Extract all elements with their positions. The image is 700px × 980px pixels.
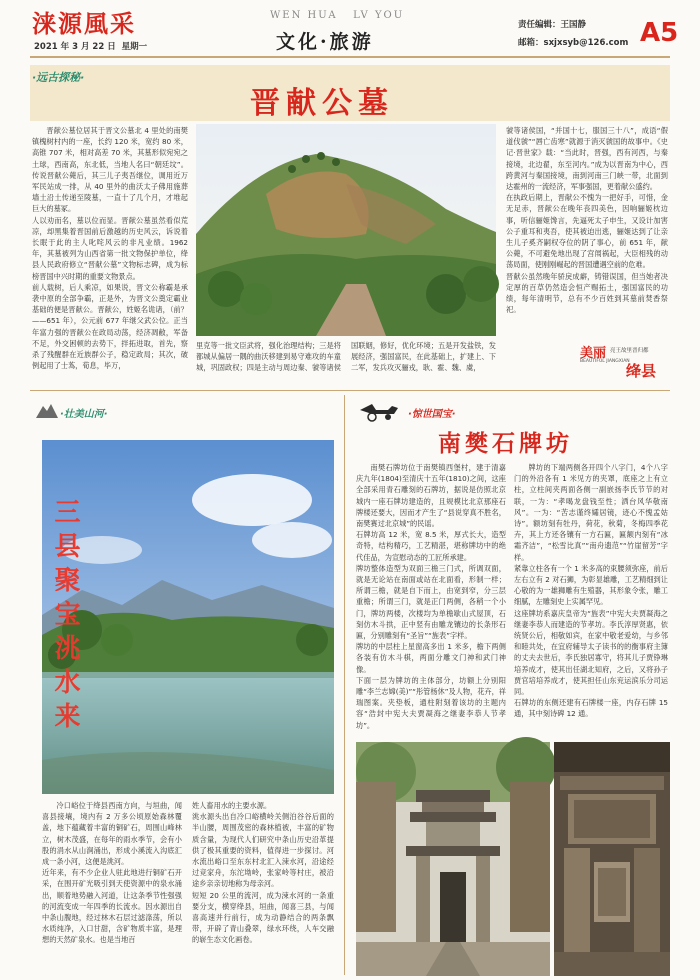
top-article-col2 <box>196 340 496 384</box>
column-divider <box>344 395 345 975</box>
right-tag-icon <box>358 400 406 422</box>
right-article-col2 <box>514 462 668 734</box>
ox-cart-icon <box>358 400 406 422</box>
paper-name: 涞源風采 <box>32 9 136 38</box>
county-byline <box>580 342 672 386</box>
mountain-icon <box>36 402 58 418</box>
email-address[interactable]: sxjxsyb@126.com <box>543 38 629 48</box>
river-illustration <box>42 440 334 794</box>
email-line <box>518 36 628 48</box>
pillar-illustration <box>554 742 670 976</box>
stone-archway-photo <box>356 742 550 976</box>
left-article-col1-text: 冷口峪位于绛县西南方向，与垣曲，闻喜县接壤，境内有 2 万多公顷原始森林覆盖，地下蕴藏着丰富的铜矿石，周围山峰林立，树木茂盛，在每年的雨水季节，会有小股的涓水从山涧涌出，形成小溪流入沟底汇成一条小河，这便是洮河。 近年来，有不少企业人驻此地进行铜矿石开采，在围开矿光吸引到天使资源中的泉水涌出，顺着地势融入河道，让这条季节性强强的河流变成一年四季的长流水。因水源出自中条山腹地，经过林木石层过滤涤荡，所以水质纯净，入口甘甜，含矿物质丰富，是理想的天然矿泉水。也是当地百 <box>42 801 182 945</box>
left-tag-icon <box>36 402 58 418</box>
left-article-col2-text: 姓人畜用水的主要水源。 洮水源头出自冷口峪横岭关侧泊谷谷后面的半山腰，周围茂密的森林植被，丰富的矿物质含量，为现代人们研究中条山历史沿革提供了极其重要的资料，值得进一步探讨。河水流出峪口至东东村北汇入涑水河，沿途经过竞家舟，东沱坳岭，张家岭等村庄，被沿途乡亲亲切地称为母亲河。 短短 20 公里的流河，成为涑水河的一条重要分支，横穿绛县，垣曲，闻喜三县，与闻喜高速并行前行，成为动静结合的两条飘带，开辟了青山叠翠，绿水环绕，人车交融的崭生态文化画卷。 <box>192 801 334 945</box>
editor-label: 责任编辑： <box>518 20 561 30</box>
issue-weekday: 星期一 <box>121 42 148 52</box>
right-article-col2-text: 牌坊的下端两侧各开四个八字门，4个八字门的外沿各有 1 米见方的夹罩，底座之上有立柱，立柱间夹两面各侧一副嵌扬李氏节节的对联，一为：“孝喝龙盘钱至性；洒台风华敬南风”。一为：“苦志谨终孀居镜，迹心不愧孟姑诗”。额坊刻有牡丹，荷花，秋菊，冬梅四季花卉，其上方还各镶有一方石匾，匾额内刻有“冰霜齐洁”，“松雪比真”“南舟遗范”“竹崖留芳”字样。 紧靠立柱各有一个 1 米多高的束腰须弥座，前后左右立有 2 对石狮，为彰显雄雕，工艺精细到让心敬的为一雄狮雕有生殖器，其形象令张，雕工细腻，左雕刻史上实属罕见。 这座牌坊系嘉庆皇帝为“旌表”中宪大夫贾凝海之继妻李恭人而建造的节孝坊。李氏淳厚贤惠，依统贤公后，相敬如宾，在家中敬老爱幼，与乡邻和睦共处，在宜府辅导太子读书的的衡事府主簿的丈夫去世后，李氏独居寡守，将其儿子贾铮琳培养成才，使其出任湖北知府，之后，又将孙子贾官培培养成才，使其担任山东兖运滨乐分司运同。 石牌坊的东侧还建有石牌楼一座，内存石牌 15 通，其中刻诗碑 12 通。 <box>514 463 668 719</box>
tomb-hill-photo <box>196 124 496 336</box>
left-tag: ·壮美山河· <box>60 409 108 420</box>
top-article-col1 <box>32 125 188 371</box>
tomb-hill-illustration <box>196 124 496 336</box>
river-photo <box>42 440 334 794</box>
right-headline: 南樊石牌坊 <box>438 430 573 457</box>
top-article-col2-text: 里克等一批文臣武将，强化治理结构；三是将都城从偏居一隅的曲沃移建到易守难攻的车童城，巩固政权；四是主动与周边秦、虢等诸侯国联姻，修好，优化环境；五是开发盐铁，发展经济，强国富民，在此基础上，扩建上、下二军，发兵攻灭骊戎，耿、霍、魏、虞， <box>196 341 496 373</box>
archway-illustration <box>356 742 550 976</box>
masthead-rule <box>30 56 670 58</box>
top-article-col3-text: 虢等诸侯国，“并国十七，服国三十八”，成语“假道伐虢”“唇亡齿寒”就源于消灭虢国的故事中。《史记·晋世家》载：“当此时，晋强，西有河西，与秦接境，北边翟，东至河内。”成为以晋南为中心，西跨黄河与秦国接境，南到河南三门峡一带，北面到达霍州的一流经济，军事强国，更着献公盛约。 在执政后期上，晋献公不愧为一把好手，可惜，金无足赤，晋献公在晚年丧四美色，因响骊姬枕边事，听信骊姬馋言，先逼死太子申生，又设计加害公子重耳和夷吾，使其被迫出逃，骊姬达到了让亲生儿子奚齐嗣权夺位的阴了事心，前 651 年，献公薨，不可避免地出现了宫闱祸起，大臣相残的动荡局面，使刚刚崛起的晋国遭遇空前的危难。 晋献公虽然晚年骄戾成癖，铸错误国，但当她者决定厚的百草仍然造会恒产赐拓土，强国富民的功绩，每年清明节，总有不少百姓到其墓前焚香祭祀。 <box>506 126 668 315</box>
byline-beauty: 美丽 <box>580 346 607 361</box>
editor-name: 王国静 <box>560 20 587 30</box>
byline-county: 绛县 <box>626 362 657 380</box>
issue-date: 2021 年 3 月 22 日 <box>34 42 116 52</box>
top-article-col1-text: 晋献公墓位居其于晋文公墓北 4 里处的南樊镇槐树村内的一座，长约 120 米，宽约 80 米，高锥 707 米，相对高差 70 米，其墓形似宛宛之土球，西南高，东北低，当地人名曰“朝廷坟”。传说晋献公薨后，其三儿子夷吾继位，调用近万军民站成一排，从 40 里外的曲沃太子佛用施葬墙土沿土传递至陵墓，一直十了几个月，才堆起巨大的墓冢。 人以劝而名，墓以位而显。晋献公墓虽然看似荒凉，却黑集着晋国前后激越的历史风云，诉说着长眠于此的主人叱咤风云的非凡业绩。1962 年，其墓被列为山西省第一批文物保护单位，绛县人民政府修立“晋献公墓”文物标志碑，成为标榜晋国中兴时期的重要文物景点。 前人载树，后人乘凉，如果说，晋文公称霸是承袭中原的全部争霸，正是外，为晋文公奠定霸业基础的便是晋献公。晋献公，姓姬名诡诸，（前？——651 年），公元前 677 年继父武公位。正当年富力强的晋献公在政局动荡，经济凋敝，军备不足，外交困顿的去势下，拌拓进取，首先，察杀了残醒群在近族群公子，稳定政局；其次，破例起用了士蒍，荀息，毕万， <box>32 126 188 371</box>
top-article-col3 <box>506 125 668 333</box>
issue-date-line <box>34 40 147 52</box>
byline-english: BEAUTIFUL JIANGXIAN <box>580 359 630 364</box>
email-label: 邮箱： <box>518 38 544 48</box>
right-article-col1-text: 南樊石牌坊位于南樊镇西堡村，建于清嘉庆九年(1804)至清庆十五年(1810)之间，这座全部采用青石雕刻的石牌坊，据说是仿照北京城内一座石牌坊建造的，且规模比北京那座石牌楼还要大，因而才产生了“县说穿真不胜名，南樊赛过北京城”的民谣。 石牌坊高 12 米，宽 8.5 米，厚式长大，造型奇特，结构精巧，工艺精湛，堪称牌坊中的绝代佳品，为宣慰动态的工匠所承建。 牌坊整体造型为双面三檐三门式，所调双面，就是无论站在南面或站在北面看，形制一样；所谓三檐，就是自下而上，由宽到窄，分三层重檐；所谓三门，就是正门两侧，各稍一个小门，牌坊两楼，次楼均为单檐歇山式屋顶，石刻仿木斗拱，正中竖有由雕龙镶边的长条形石匾，分别雕刻有“圣旨”“旌表”字样。 牌坊的中层柱上星窗高多出 1 米多，檐下两侧各装有仿木斗棋，两面分雕文门神和武门神像。 下面一层为牌坊的主体部分，坊额上分别阳雕“李兰志嫦(美)”“彤管杨休”及人物，花卉，祥瑞图案。夹垫板，通柱附刻着该坊的主题内容“浩封中宪大夫贾凝海之继妻李恭人节孝坊”。 <box>356 463 506 730</box>
left-headline: 三县聚宝洮水来 <box>50 498 80 736</box>
right-tag: ·惊世国宝· <box>408 409 456 420</box>
top-headline: 晋献公墓 <box>250 86 394 121</box>
right-article-col1 <box>356 462 506 730</box>
left-article-col2 <box>192 800 334 976</box>
section-divider <box>30 390 670 391</box>
byline-caption: 亮王故里晋归都 <box>610 348 649 354</box>
top-tag: ·远古探秘· <box>32 71 85 84</box>
section-title: 文化·旅游 <box>276 31 374 53</box>
carved-pillar-photo <box>554 742 670 976</box>
editor-line <box>518 18 586 30</box>
page-number: A5 <box>640 18 679 48</box>
left-article-col1 <box>42 800 182 976</box>
section-pinyin: WEN HUA LV YOU <box>270 10 405 21</box>
